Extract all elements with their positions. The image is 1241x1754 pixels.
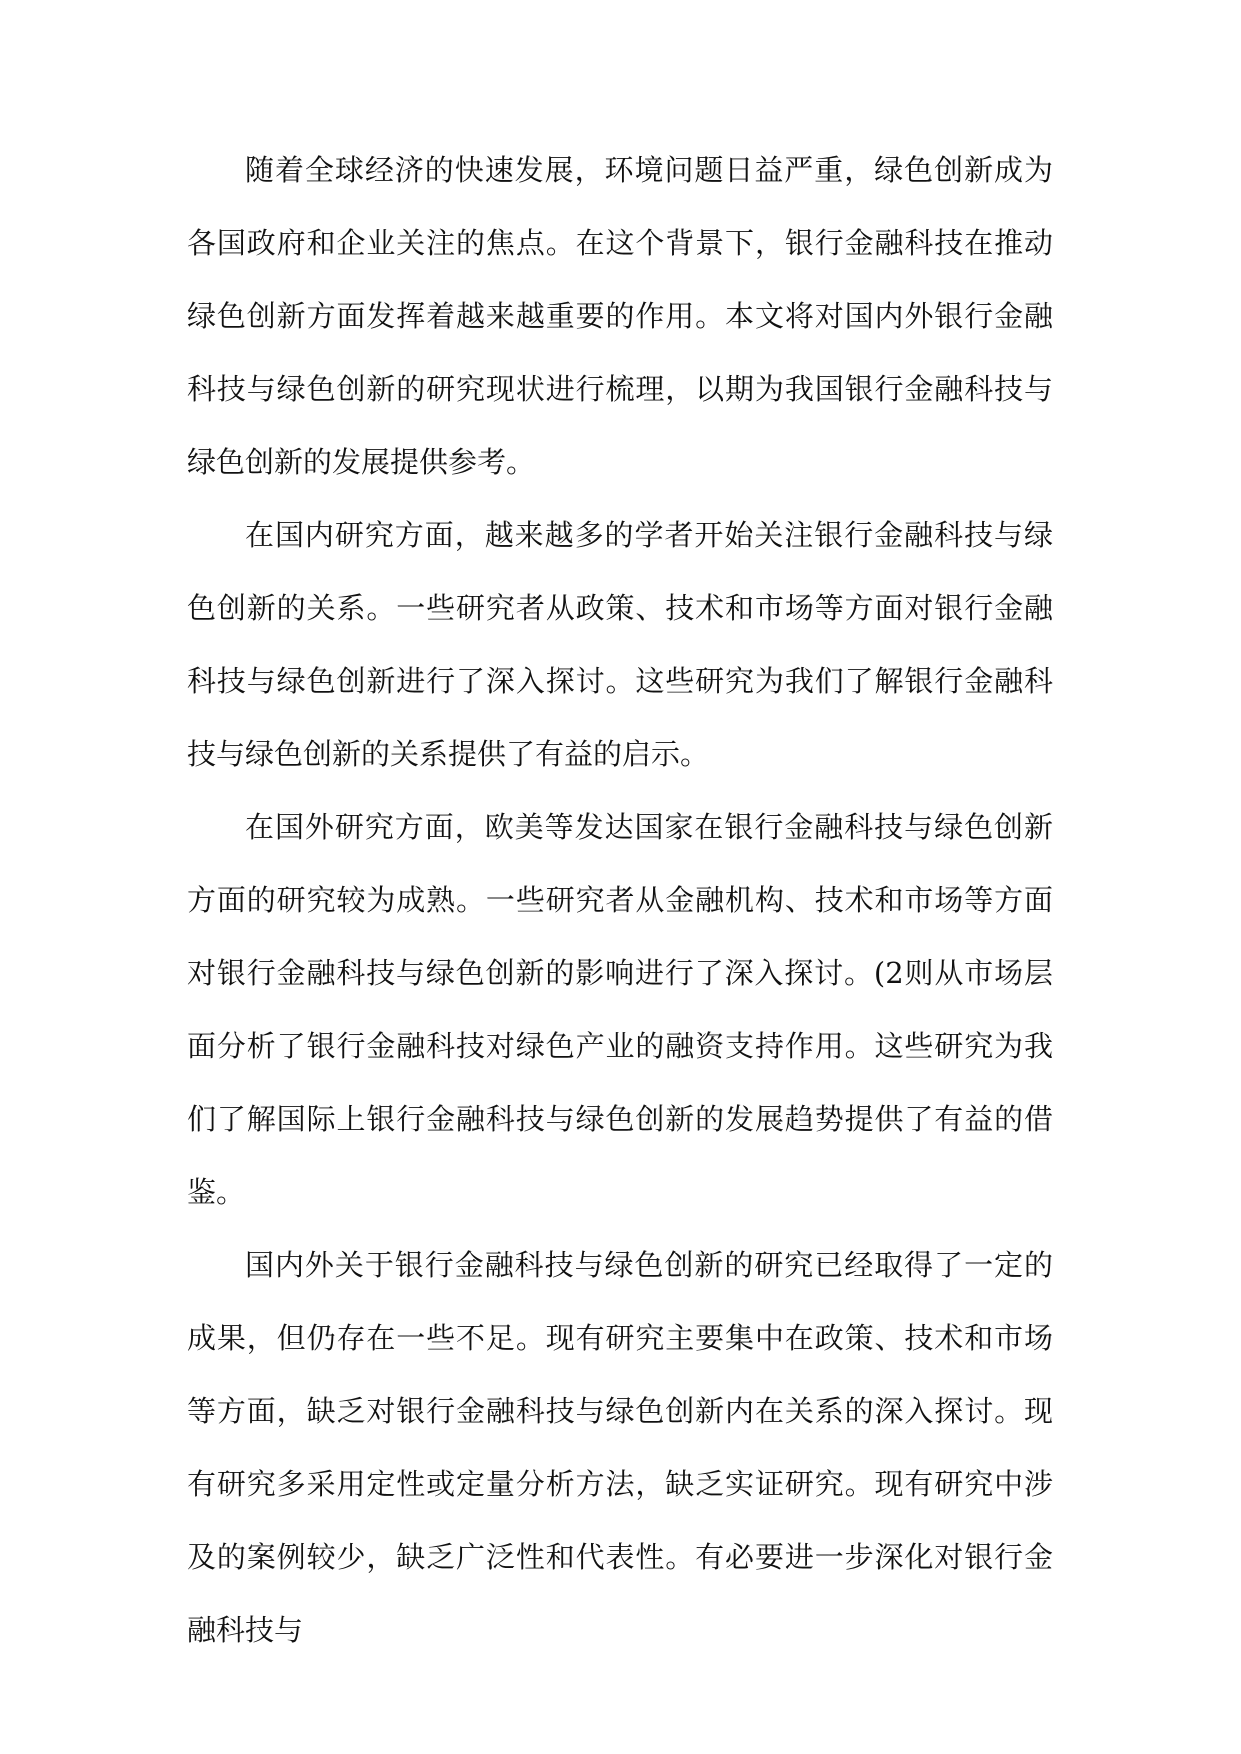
document-body (187, 134, 1053, 1667)
paragraph-2: 在国内研究方面，越来越多的学者开始关注银行金融科技与绿色创新的关系。一些研究者从政策、技术和市场等方面对银行金融科技与绿色创新进行了深入探讨。这些研究为我们了解银行金融科技与绿色创新的关系提供了有益的启示。 (187, 518, 1053, 771)
paragraph-3: 在国外研究方面，欧美等发达国家在银行金融科技与绿色创新方面的研究较为成熟。一些研究者从金融机构、技术和市场等方面对银行金融科技与绿色创新的影响进行了深入探讨。(2则从市场层面分析了银行金融科技对绿色产业的融资支持作用。这些研究为我们了解国际上银行金融科技与绿色创新的发展趋势提供了有益的借鉴。 (187, 810, 1053, 1209)
paragraph-1: 随着全球经济的快速发展，环境问题日益严重，绿色创新成为各国政府和企业关注的焦点。在这个背景下，银行金融科技在推动绿色创新方面发挥着越来越重要的作用。本文将对国内外银行金融科技与绿色创新的研究现状进行梳理，以期为我国银行金融科技与绿色创新的发展提供参考。 (187, 153, 1053, 479)
paragraph-4: 国内外关于银行金融科技与绿色创新的研究已经取得了一定的成果，但仍存在一些不足。现有研究主要集中在政策、技术和市场等方面，缺乏对银行金融科技与绿色创新内在关系的深入探讨。现有研究多采用定性或定量分析方法，缺乏实证研究。现有研究中涉及的案例较少，缺乏广泛性和代表性。有必要进一步深化对银行金融科技与 (187, 1248, 1053, 1647)
